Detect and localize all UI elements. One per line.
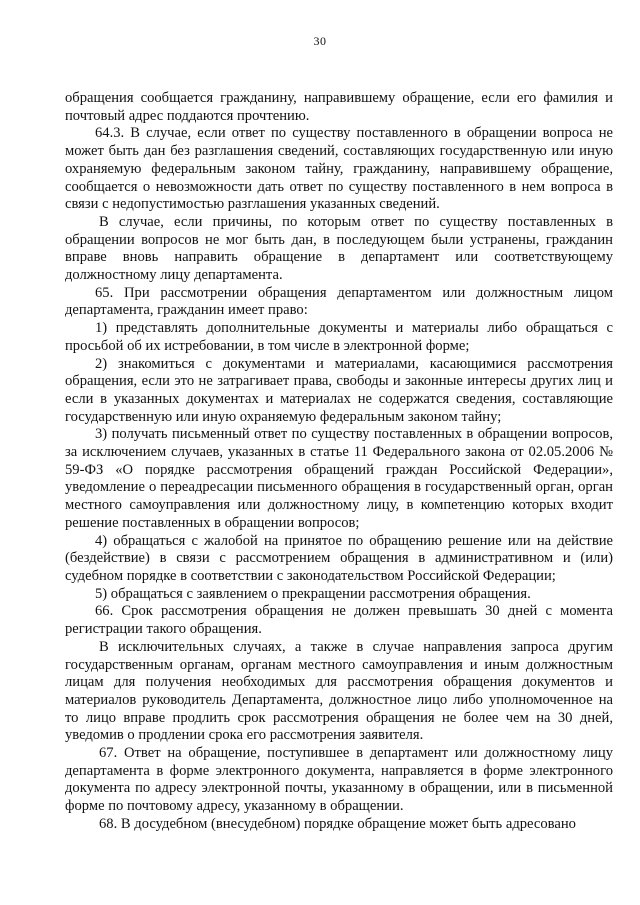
document-body	[65, 90, 613, 834]
paragraph-66: 66. Срок рассмотрения обращения не должен превышать 30 дней с момента регистрации такого обращения.	[65, 603, 613, 638]
paragraph-continuation: обращения сообщается гражданину, направившему обращение, если его фамилия и почтовый адрес поддаются прочтению.	[65, 90, 613, 124]
list-item-3: 3) получать письменный ответ по существу поставленных в обращении вопросов, за исключением случаев, указанных в статье 11 Федерального закона от 02.05.2006 № 59-ФЗ «О порядке рассмотрения обращений граждан Российской Федерации», уведомление о переадресации письменного обращения в государственный орган, орган местного самоуправления или должностному лицу, в компетенцию которых входит решение поставленных в обращении вопросов;	[65, 426, 613, 531]
list-item-5: 5) обращаться с заявлением о прекращении рассмотрения обращения.	[95, 585, 531, 602]
paragraph-68: 68. В досудебном (внесудебном) порядке обращение может быть адресовано	[99, 815, 576, 832]
paragraph-67: 67. Ответ на обращение, поступившее в департамент или должностному лицу департамента в форме электронного документа, направляется в форме электронного документа по адресу электронной почты, указанному в обращении, или в письменной форме по почтовому адресу, указанному в обращении.	[65, 745, 613, 815]
list-item-4: 4) обращаться с жалобой на принятое по обращению решение или на действие (бездействие) в связи с рассмотрением обращения в административном и (или) судебном порядке в соответствии с законодательством Российской Федерации;	[65, 532, 613, 584]
list-item-2: 2) знакомиться с документами и материалами, касающимися рассмотрения обращения, если это не затрагивает права, свободы и законные интересы других лиц и если в указанных документах и материалах не содержатся сведения, составляющие государственную или иную охраняемую федеральным законом тайну;	[65, 355, 613, 425]
paragraph-exceptional-cases: В исключительных случаях, а также в случае направления запроса другим государственным органам, органам местного самоуправления и иным должностным лицам для получения необходимых для рассмотрения обращения документов и материалов руководитель Департамента, должностное лицо либо уполномоченное на то лицо вправе продлить срок рассмотрения обращения не более чем на 30 дней, уведомив о продлении срока его рассмотрения заявителя.	[65, 638, 613, 744]
paragraph-65: 65. При рассмотрении обращения департаментом или должностным лицом департамента, гражданин имеет право:	[65, 284, 613, 319]
list-item-1: 1) представлять дополнительные документы и материалы либо обращаться с просьбой об их истребовании, в том числе в электронной форме;	[65, 320, 613, 354]
page-number: 30	[313, 34, 327, 48]
paragraph-reapply: В случае, если причины, по которым ответ по существу поставленных в обращении вопросов не мог быть дан, в последующем были устранены, гражданин вправе вновь направить обращение в департамент или соответствующему должностному лицу департамента.	[65, 213, 613, 284]
paragraph-64-3: 64.3. В случае, если ответ по существу поставленного в обращении вопроса не может быть дан без разглашения сведений, составляющих государственную или иную охраняемую федеральным законом тайну, гражданину, направившему обращение, сообщается о невозможности дать ответ по существу поставленного в нем вопроса в связи с недопустимостью разглашения указанных сведений.	[65, 125, 613, 213]
